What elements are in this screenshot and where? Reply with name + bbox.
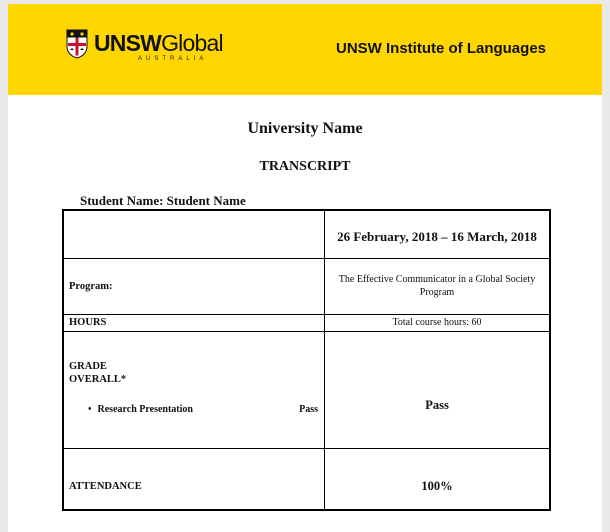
document-title: TRANSCRIPT — [259, 159, 351, 174]
logo-brand-rest: Global — [161, 30, 223, 56]
grade-label-line1: GRADE — [69, 360, 107, 372]
grade-item-name: Research Presentation — [97, 403, 193, 415]
logo-subtitle: AUSTRALIA — [138, 56, 208, 62]
grade-item-result: Pass — [299, 403, 318, 415]
table-row-hours — [63, 314, 550, 331]
institute-name: UNSW Institute of Languages — [336, 40, 546, 57]
university-name: University Name — [247, 120, 363, 137]
empty-header-cell — [63, 210, 325, 258]
program-value: The Effective Communicator in a Global Society Program — [325, 258, 551, 314]
grade-overall-value: Pass — [325, 331, 551, 448]
attendance-label: ATTENDANCE — [63, 448, 325, 510]
unsw-crest-icon — [66, 29, 88, 59]
table-row-dates — [63, 210, 550, 258]
attendance-value: 100% — [325, 448, 551, 510]
date-range-cell: 26 February, 2018 – 16 March, 2018 — [325, 210, 551, 258]
grade-label-line2: OVERALL* — [69, 373, 127, 385]
table-row-grade — [63, 331, 550, 448]
hours-label: HOURS — [63, 314, 325, 331]
bullet-icon: • — [88, 403, 92, 415]
logo-brand-bold: UNSW — [94, 30, 162, 56]
table-row-attendance — [63, 448, 550, 510]
header-banner — [8, 4, 602, 95]
grade-label-cell — [63, 331, 325, 448]
student-name-line: Student Name: Student Name — [80, 193, 246, 208]
table-row-program — [63, 258, 550, 314]
hours-value: Total course hours: 60 — [325, 314, 551, 331]
grade-item — [88, 404, 318, 415]
program-label: Program: — [63, 258, 325, 314]
transcript-page — [8, 4, 602, 532]
transcript-table — [62, 209, 551, 511]
